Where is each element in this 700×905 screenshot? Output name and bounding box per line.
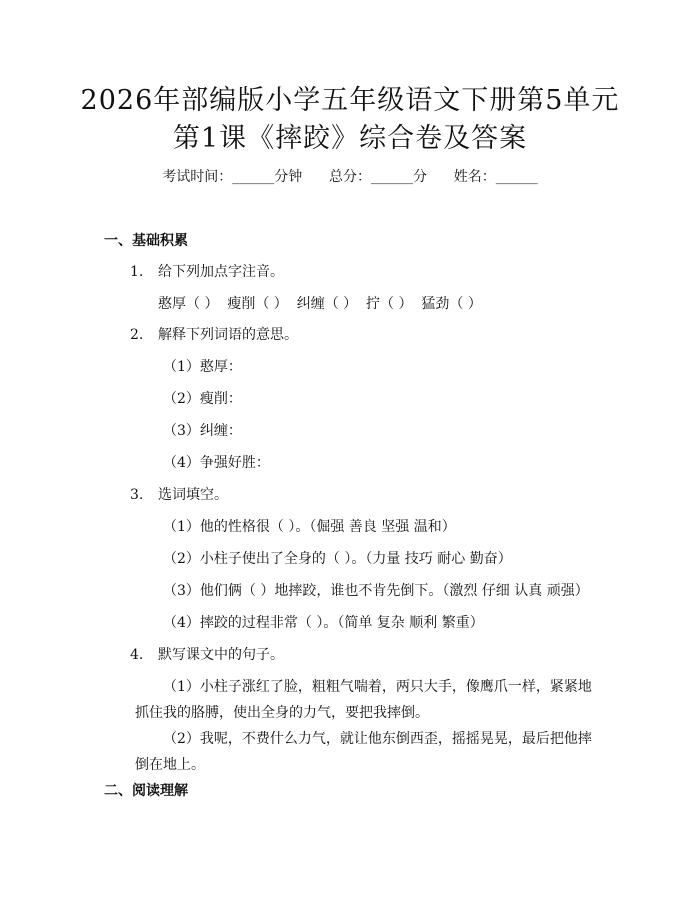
page-title-line-2: 第1课《摔跤》综合卷及答案 <box>172 123 528 154</box>
question-item: （2）瘦削： <box>163 391 242 407</box>
question-text: 解释下列词语的意思。 <box>158 327 298 343</box>
question-text: 给下列加点字注音。 <box>158 264 284 280</box>
section-heading-reading: 二、阅读理解 <box>104 783 188 799</box>
question-number: 3. <box>130 487 144 503</box>
question-item: （3）他们俩（ ）地摔跤，谁也不肯先倒下。（激烈 仔细 认真 顽强） <box>163 583 589 599</box>
score-blank: ______ <box>371 169 413 185</box>
question-text: 选词填空。 <box>158 487 228 503</box>
page-title-line-1: 2026年部编版小学五年级语文下册第5单元 <box>80 85 620 116</box>
question-item: （1）他的性格很（ ）。（倔强 善良 坚强 温和） <box>163 519 456 535</box>
exam-meta <box>0 167 700 187</box>
score-unit: 分 <box>413 169 427 185</box>
question-number: 1. <box>130 264 144 280</box>
name-blank: ______ <box>495 169 538 185</box>
question-item: 憨厚（ ） 瘦削（ ） 纠缠（ ） 拧（ ） 猛劲（ ） <box>158 296 482 312</box>
name-label: 姓名： <box>453 169 496 185</box>
question-item: （4）摔跤的过程非常（ ）。（简单 复杂 顺利 繁重） <box>163 615 484 631</box>
score-label: 总分： <box>329 169 371 185</box>
question-number: 2. <box>130 327 144 343</box>
question-item: （3）纠缠： <box>163 423 242 439</box>
time-label: 考试时间： <box>162 169 233 185</box>
question-item: （2）小柱子使出了全身的（ ）。（力量 技巧 耐心 勤奋） <box>163 551 512 567</box>
section-heading-basics: 一、基础积累 <box>104 233 188 249</box>
time-unit: 分钟 <box>274 169 303 185</box>
question-number: 4. <box>130 647 144 663</box>
question-paragraph: （1）小柱子涨红了脸，粗粗气喘着，两只大手，像鹰爪一样，紧紧地抓住我的胳膊，使出全身的力气，要把我摔倒。 <box>135 679 592 721</box>
question-item: （1）憨厚： <box>163 359 242 375</box>
time-blank: ______ <box>232 169 275 185</box>
question-item: （4）争强好胜： <box>163 455 270 471</box>
question-paragraph: （2）我呢，不费什么力气，就让他东倒西歪，摇摇晃晃，最后把他摔倒在地上。 <box>135 731 592 773</box>
question-text: 默写课文中的句子。 <box>158 647 284 663</box>
